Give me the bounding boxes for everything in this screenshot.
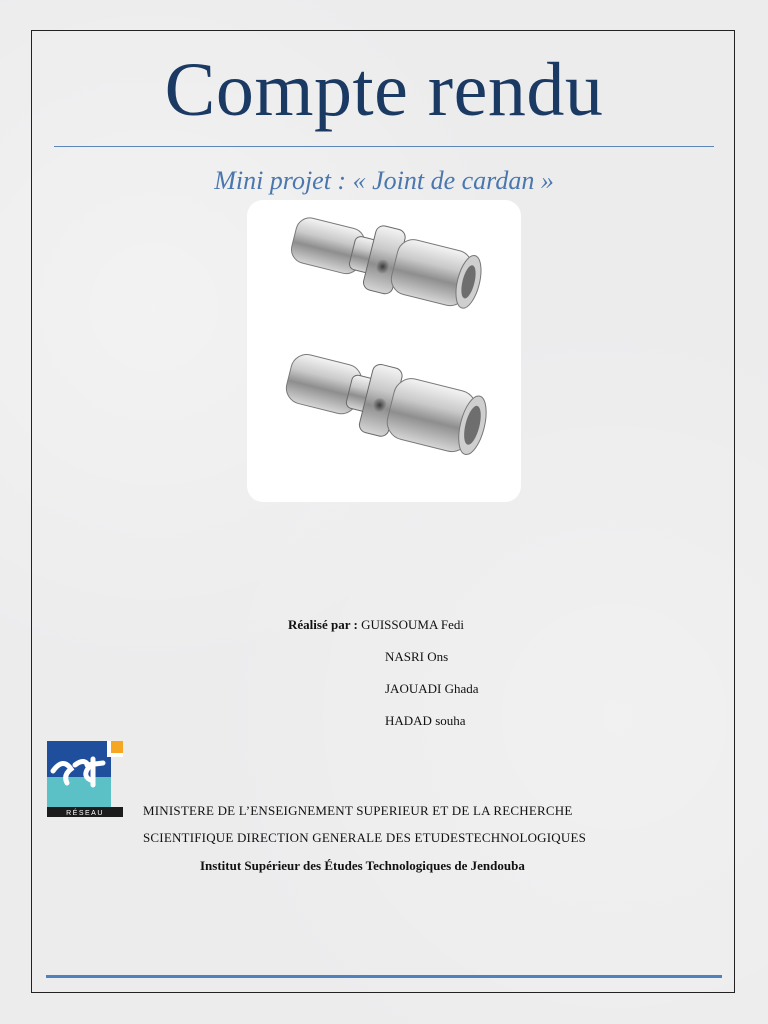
title-underline (54, 146, 714, 147)
universal-joint-illustration (247, 200, 521, 502)
bottom-rule (46, 975, 722, 978)
document-title: Compte rendu (164, 48, 604, 132)
author-name: JAOUADI Ghada (385, 681, 479, 696)
author-line (288, 617, 464, 633)
lower-cardan-socket (280, 343, 493, 460)
institute-name: Institut Supérieur des Études Technologiques de Jendouba (200, 858, 525, 873)
author-name: GUISSOUMA Fedi (361, 617, 464, 632)
universal-joint-photo (247, 200, 521, 502)
ministry-line-1: MINISTERE DE L’ENSEIGNEMENT SUPERIEUR ET DE LA RECHERCHE (143, 803, 573, 818)
iset-logo-icon (47, 741, 123, 817)
document-subtitle: Mini projet : « Joint de cardan » (214, 166, 554, 195)
ministry-line-2: SCIENTIFIQUE DIRECTION GENERALE DES ETUDESTECHNOLOGIQUES (143, 830, 587, 845)
authors-label: Réalisé par : (288, 617, 358, 632)
author-name: HADAD souha (385, 713, 466, 728)
author-name: NASRI Ons (385, 649, 449, 664)
upper-cardan-socket (286, 205, 487, 315)
svg-text:RÉSEAU: RÉSEAU (66, 810, 104, 817)
iset-logo (47, 741, 123, 817)
